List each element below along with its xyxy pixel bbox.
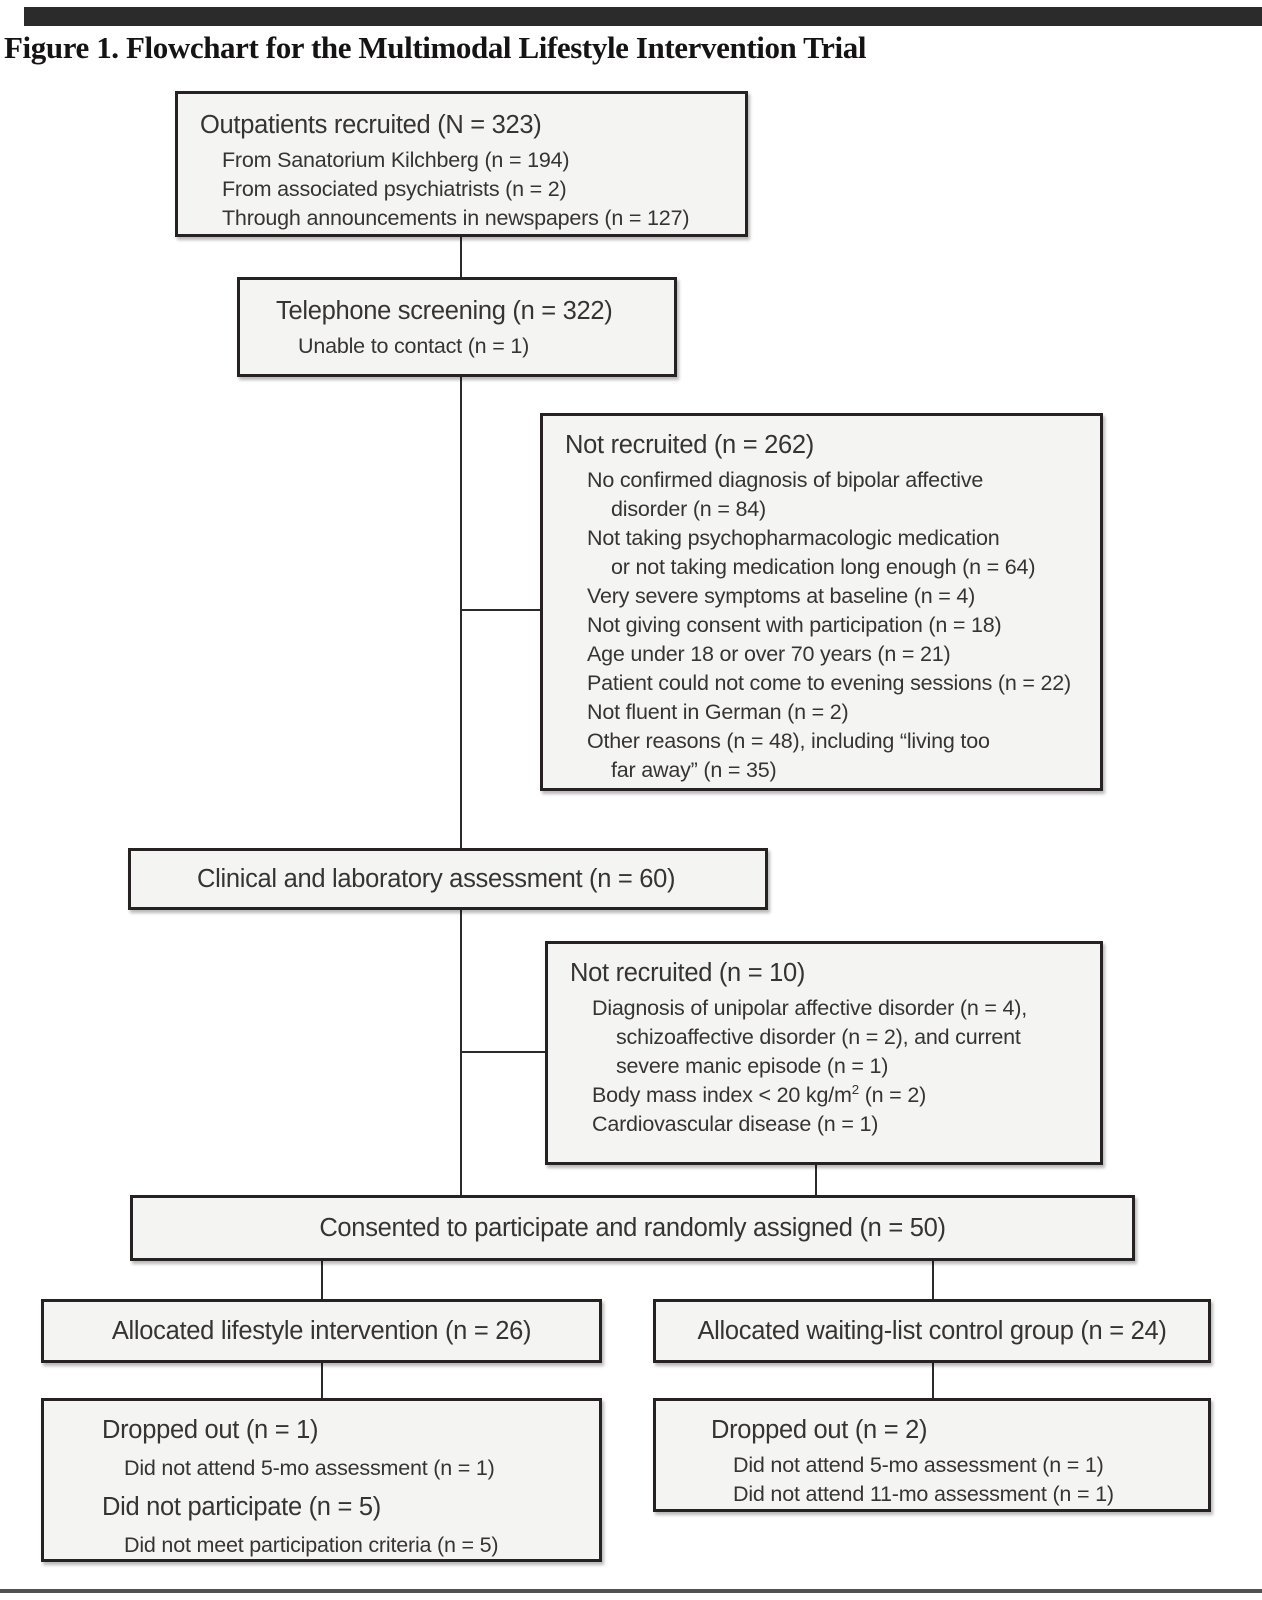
box-not-recruited-screening	[540, 413, 1103, 791]
box-text-line: Body mass index < 20 $kg/m^2$ (n = 2)	[592, 1081, 927, 1107]
connector-branch-not-recruited-10	[460, 1051, 545, 1053]
box-text-line: Did not attend 5-mo assessment (n = 1)	[733, 1453, 1104, 1477]
connector-not-recruited-10-to-consented	[815, 1165, 817, 1195]
box-text-line: Dropped out (n = 1)	[102, 1416, 319, 1444]
box-text-line: Consented to participate and randomly assigned (n = 50)	[319, 1214, 946, 1242]
box-text-line: far away” (n = 35)	[611, 758, 777, 782]
box-not-recruited-assessment	[545, 941, 1103, 1165]
box-text-line: Not recruited (n = 10)	[570, 959, 806, 987]
connector-consented-to-intervention	[321, 1261, 323, 1299]
connector-telephone-to-clinical	[460, 377, 462, 848]
box-text-line: Did not participate (n = 5)	[102, 1493, 381, 1521]
box-text-line: Not recruited (n = 262)	[565, 431, 814, 459]
box-text-line: Not taking psychopharmacologic medication	[587, 526, 1000, 550]
bottom-rule	[0, 1589, 1262, 1593]
box-text-line: Outpatients recruited (N = 323)	[200, 111, 542, 139]
connector-intervention-to-dropout	[321, 1363, 323, 1398]
box-text-line: Allocated waiting-list control group (n = 24)	[697, 1317, 1167, 1345]
box-text-line: Did not meet participation criteria (n = 5)	[124, 1533, 499, 1557]
box-dropout-intervention	[41, 1398, 602, 1562]
box-text-line: Very severe symptoms at baseline (n = 4)	[587, 584, 976, 608]
box-text-line: Dropped out (n = 2)	[711, 1416, 928, 1444]
top-rule-bar	[24, 7, 1262, 26]
superscript: 2	[851, 1081, 859, 1097]
box-text-line: No confirmed diagnosis of bipolar affective	[587, 468, 984, 492]
box-telephone-screening	[237, 277, 677, 377]
box-text-line: Through announcements in newspapers (n = 127)	[222, 206, 690, 230]
box-text-line: From Sanatorium Kilchberg (n = 194)	[222, 148, 570, 172]
box-allocated-control	[653, 1299, 1211, 1363]
box-text-line: or not taking medication long enough (n = 64)	[611, 555, 1036, 579]
connector-control-to-dropout	[932, 1363, 934, 1398]
box-text-line: Diagnosis of unipolar affective disorder (n = 4),	[592, 996, 1027, 1020]
connector-consented-to-control	[932, 1261, 934, 1299]
box-outpatients-recruited	[175, 91, 748, 237]
box-text-line: schizoaffective disorder (n = 2), and current	[616, 1025, 1021, 1049]
box-consented-randomized	[130, 1195, 1135, 1261]
box-text-line: Cardiovascular disease (n = 1)	[592, 1112, 879, 1136]
box-text-line: Age under 18 or over 70 years (n = 21)	[587, 642, 951, 666]
box-text-line: Did not attend 5-mo assessment (n = 1)	[124, 1456, 495, 1480]
box-text-line: Unable to contact (n = 1)	[298, 334, 530, 358]
connector-branch-not-recruited-262	[460, 609, 540, 611]
box-dropout-control	[653, 1398, 1211, 1512]
box-text-line: Telephone screening (n = 322)	[276, 297, 613, 325]
box-text-line: disorder (n = 84)	[611, 497, 766, 521]
box-text-line: Allocated lifestyle intervention (n = 26)	[111, 1317, 532, 1345]
box-text-line: Not fluent in German (n = 2)	[587, 700, 849, 724]
box-allocated-intervention	[41, 1299, 602, 1363]
box-text-line: severe manic episode (n = 1)	[616, 1054, 889, 1078]
box-text-line: Not giving consent with participation (n = 18)	[587, 613, 1002, 637]
box-text-line: From associated psychiatrists (n = 2)	[222, 177, 567, 201]
box-text-line: Did not attend 11-mo assessment (n = 1)	[733, 1482, 1114, 1506]
box-text-line: Other reasons (n = 48), including “living too	[587, 729, 990, 753]
connector-outpatients-to-telephone	[460, 237, 462, 277]
box-text-line: Clinical and laboratory assessment (n = 60)	[197, 865, 676, 893]
box-text-line: Patient could not come to evening sessions (n = 22)	[587, 671, 1071, 695]
figure-title: Figure 1. Flowchart for the Multimodal Lifestyle Intervention Trial	[4, 30, 867, 65]
box-clinical-assessment	[128, 848, 768, 910]
